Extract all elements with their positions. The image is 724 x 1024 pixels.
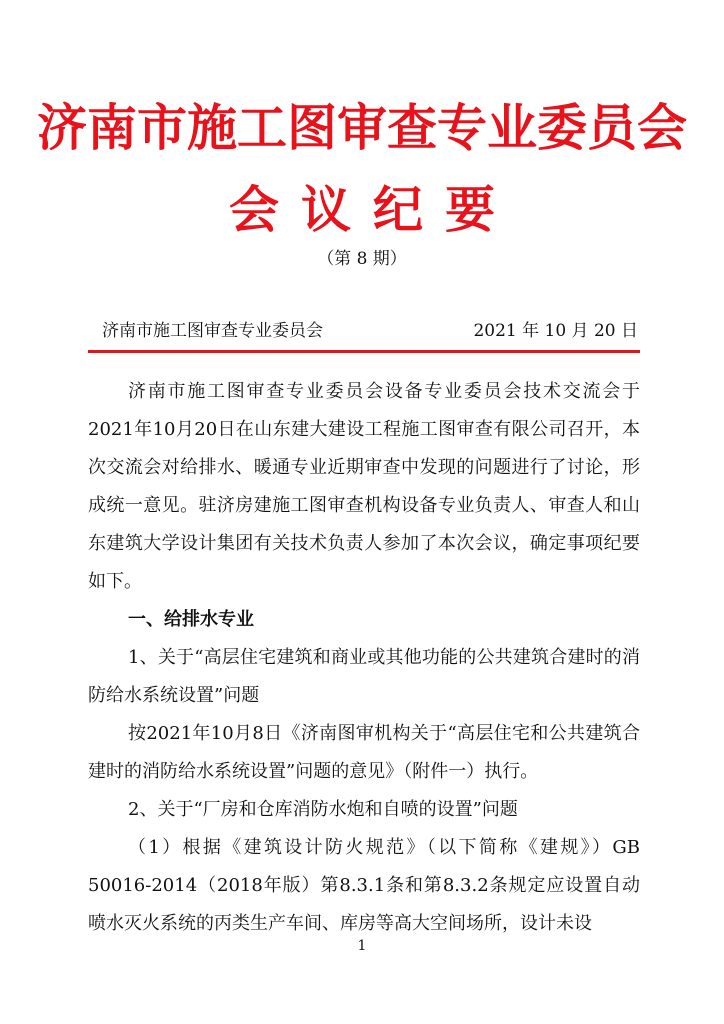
item-paragraph: （1）根据《建筑设计防火规范》（以下简称《建规》）GB 50016-2014（2018年版）第8.3.1条和第8.3.2条规定应设置自动喷水灭火系统的丙类生产车间、库房等高大空间场所，设计未设 [88, 837, 640, 934]
item-paragraph: 按2021年10月8日《济南图审机构关于“高层住宅和公共建筑合建时的消防给水系统设置”问题的意见》（附件一）执行。 [88, 723, 640, 782]
section-heading: 一、给排水专业 [128, 609, 254, 630]
item-title: 2、关于“厂房和仓库消防水炮和自喷的设置”问题 [128, 799, 518, 820]
item-title: 1、关于“高层住宅建筑和商业或其他功能的公共建筑合建时的消防给水系统设置”问题 [88, 647, 640, 706]
issue-number: （第 8 期） [317, 249, 407, 269]
document-body [88, 373, 640, 943]
issue-date: 2021 年 10 月 20 日 [473, 321, 638, 341]
red-divider [88, 350, 640, 353]
issuer: 济南市施工图审查专业委员会 [102, 321, 323, 341]
document-subtitle: 会议纪要 [229, 180, 517, 239]
page-number: 1 [357, 938, 367, 954]
intro-paragraph: 济南市施工图审查专业委员会设备专业委员会技术交流会于2021年10月20日在山东建大建设工程施工图审查有限公司召开，本次交流会对给排水、暖通专业近期审查中发现的问题进行了讨论，形成统一意见。驻济房建施工图审查机构设备专业负责人、审查人和山东建筑大学设计集团有关技术负责人参加了本次会议，确定事项纪要如下。 [88, 381, 640, 592]
document-title: 济南市施工图审查专业委员会 [37, 98, 687, 157]
